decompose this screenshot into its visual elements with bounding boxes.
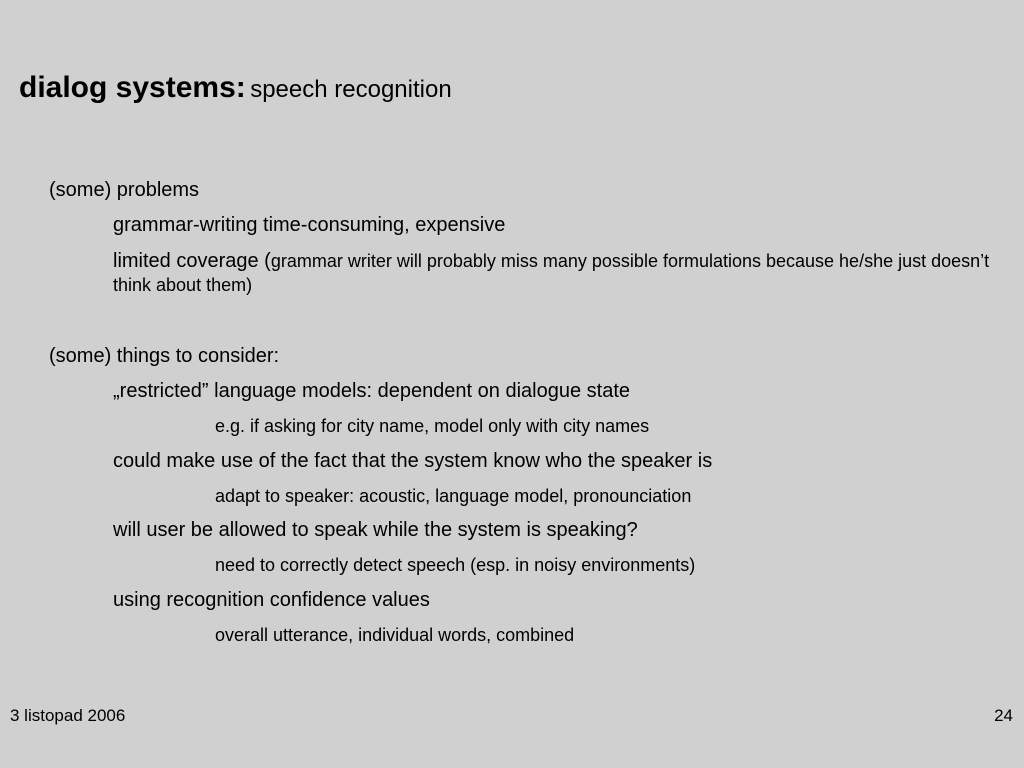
title-main: dialog systems: [19, 71, 246, 104]
consider-subitem-city-names: e.g. if asking for city name, model only with city names [215, 416, 650, 436]
consider-item-confidence: using recognition confidence values [113, 589, 430, 611]
slide-title [19, 73, 452, 103]
title-sub: speech recognition [250, 76, 452, 103]
consider-item-barge-in: will user be allowed to speak while the system is speaking? [113, 519, 638, 541]
coverage-main: limited coverage ( [113, 250, 271, 272]
consider-heading: (some) things to consider: [49, 345, 280, 367]
coverage-detail: grammar writer will probably miss many possible formulations because he/she just doesn’t think about them) [113, 251, 990, 295]
problems-item-grammar: grammar-writing time-consuming, expensive [113, 214, 506, 236]
problems-heading: (some) problems [49, 179, 200, 201]
consider-subitem-adapt-speaker: adapt to speaker: acoustic, language model, pronounciation [215, 486, 692, 506]
footer-page-number: 24 [994, 706, 1013, 725]
problems-item-coverage [113, 248, 993, 298]
footer-date: 3 listopad 2006 [10, 706, 126, 725]
consider-subitem-detect-speech: need to correctly detect speech (esp. in noisy environments) [215, 555, 696, 575]
consider-item-language-models: „restricted” language models: dependent on dialogue state [113, 380, 631, 402]
consider-subitem-confidence-levels: overall utterance, individual words, combined [215, 625, 575, 645]
consider-item-speaker: could make use of the fact that the system know who the speaker is [113, 450, 713, 472]
